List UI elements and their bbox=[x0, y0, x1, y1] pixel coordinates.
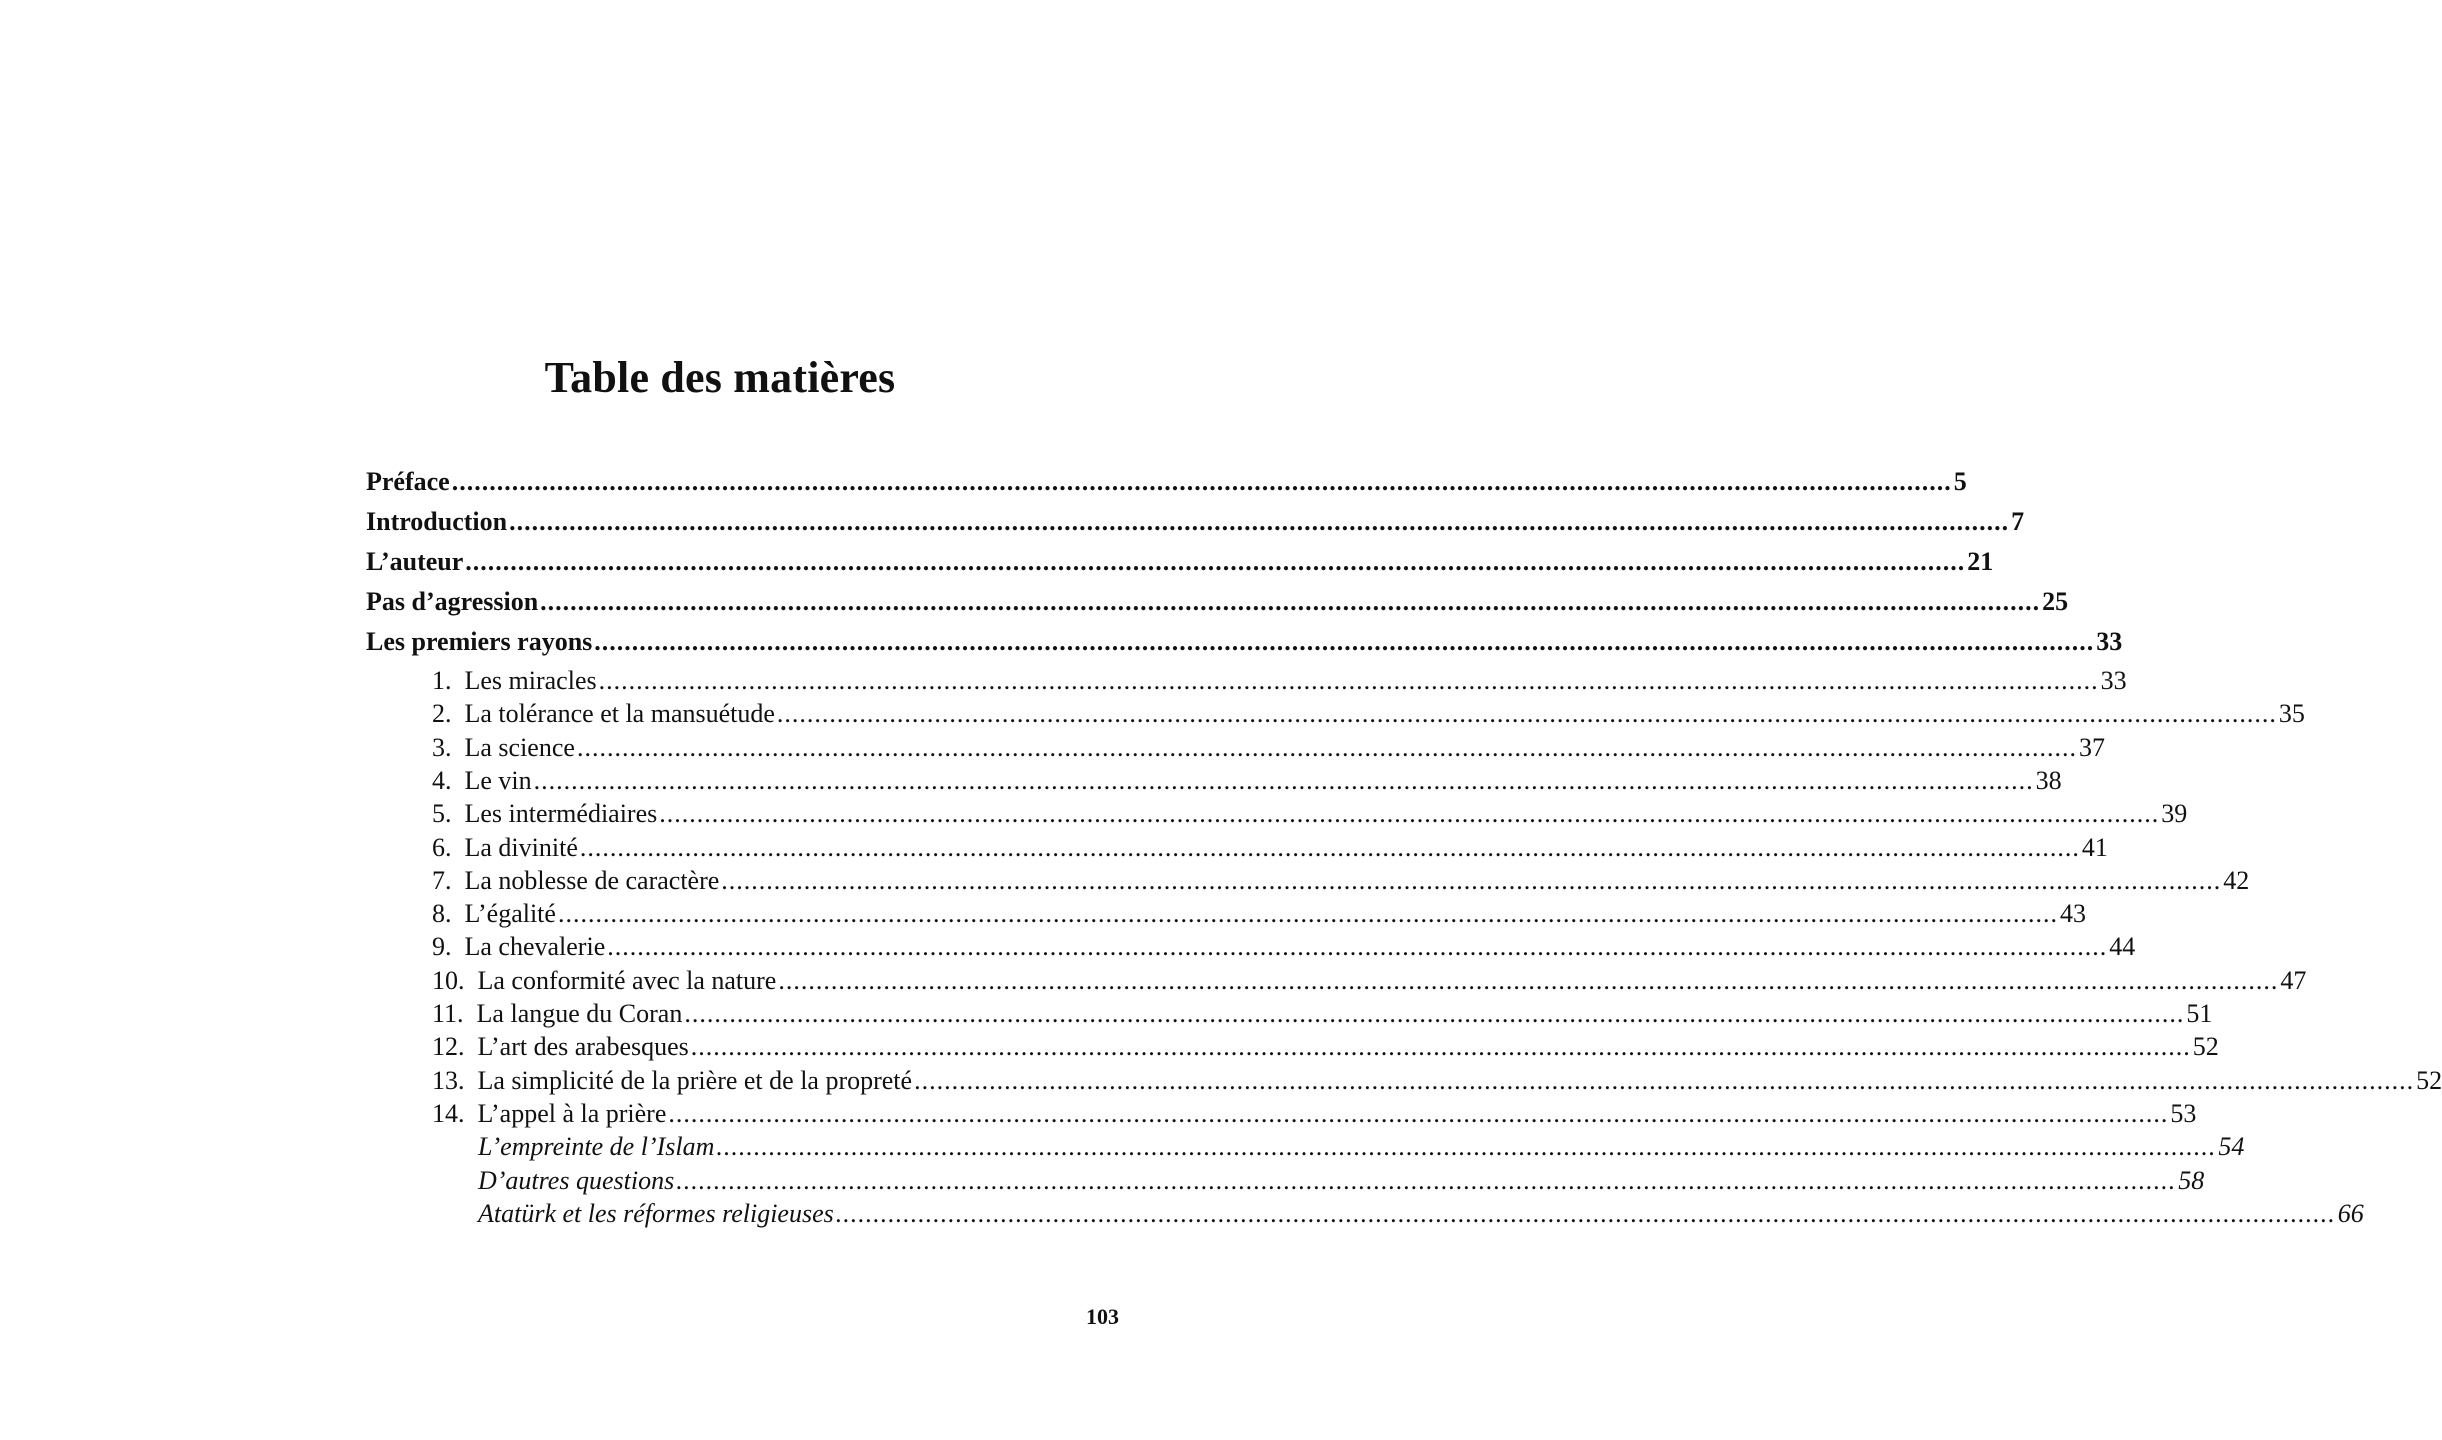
toc-entry-label: L’auteur bbox=[366, 547, 464, 576]
dot-leader: ........................................................................................................................................................................................................ bbox=[607, 932, 2108, 962]
chapter-label bbox=[432, 797, 657, 830]
chapter-spacer bbox=[452, 866, 465, 895]
chapter-entry bbox=[432, 997, 2213, 1030]
section-page: 58 bbox=[2178, 1165, 2205, 1195]
chapter-page: 41 bbox=[2081, 832, 2108, 862]
dot-leader: ........................................................................................................................................................................................................ bbox=[557, 899, 2058, 929]
chapter-label bbox=[432, 997, 682, 1030]
section-page: 66 bbox=[2337, 1198, 2364, 1228]
chapter-label bbox=[432, 1097, 666, 1130]
chapter-entry bbox=[432, 697, 2305, 730]
chapter-page: 53 bbox=[2170, 1098, 2197, 1128]
dot-leader: ........................................................................................................................................................................................................ bbox=[778, 965, 2279, 995]
chapter-page: 33 bbox=[2100, 666, 2127, 695]
chapter-spacer bbox=[465, 1032, 478, 1061]
toc-entry-page: 25 bbox=[2042, 587, 2069, 616]
toc-entry-page: 7 bbox=[2011, 507, 2025, 536]
chapter-label bbox=[432, 764, 532, 797]
chapter-page: 38 bbox=[2035, 765, 2062, 795]
chapter-index: 6. bbox=[432, 832, 452, 862]
toc-entry-label: Introduction bbox=[366, 507, 508, 536]
chapter-index: 14. bbox=[432, 1098, 465, 1128]
chapter-index: 12. bbox=[432, 1032, 465, 1062]
chapter-page: 42 bbox=[2223, 865, 2250, 895]
section-entry bbox=[478, 1197, 2364, 1230]
chapter-index: 2. bbox=[432, 699, 452, 729]
toc-entry-pas-agression bbox=[366, 582, 2069, 622]
chapter-index: 4. bbox=[432, 765, 452, 795]
toc-entry-introduction bbox=[366, 502, 2025, 542]
chapter-title: L’appel à la prière bbox=[477, 1098, 667, 1128]
dot-leader: ........................................................................................................................................................................................................ bbox=[509, 507, 2010, 536]
chapter-label bbox=[432, 697, 775, 730]
dot-leader: ........................................................................................................................................................................................................ bbox=[690, 1032, 2191, 1062]
section-page: 54 bbox=[2218, 1132, 2245, 1162]
chapter-index: 8. bbox=[432, 899, 452, 929]
chapter-title: La divinité bbox=[464, 832, 578, 862]
chapter-title: La conformité avec la nature bbox=[477, 965, 777, 995]
chapter-spacer bbox=[452, 699, 465, 728]
chapter-label bbox=[432, 897, 556, 930]
chapter-title: La langue du Coran bbox=[476, 999, 683, 1028]
dot-leader: ........................................................................................................................................................................................................ bbox=[533, 765, 2034, 795]
chapter-page: 51 bbox=[2186, 999, 2213, 1028]
dot-leader: ........................................................................................................................................................................................................ bbox=[465, 547, 1966, 576]
toc-entry-label: Pas d’agression bbox=[366, 587, 539, 616]
chapter-entry bbox=[432, 797, 2188, 830]
dot-leader: ........................................................................................................................................................................................................ bbox=[676, 1165, 2177, 1195]
section-title: D’autres questions bbox=[478, 1165, 675, 1195]
chapter-entry bbox=[432, 1064, 2442, 1097]
page-title: Table des matières bbox=[544, 353, 896, 402]
dot-leader: ........................................................................................................................................................................................................ bbox=[659, 799, 2160, 829]
chapter-label bbox=[432, 930, 605, 963]
dot-leader: ........................................................................................................................................................................................................ bbox=[835, 1198, 2336, 1228]
chapter-spacer bbox=[452, 932, 465, 961]
toc-entry-page: 5 bbox=[1953, 467, 1967, 496]
chapter-spacer bbox=[452, 799, 465, 828]
chapter-entry bbox=[432, 664, 2127, 697]
chapter-title: La noblesse de caractère bbox=[464, 865, 720, 895]
chapter-entry bbox=[432, 764, 2062, 797]
chapter-entry bbox=[432, 731, 2105, 764]
chapter-index: 3. bbox=[432, 732, 452, 762]
chapter-index: 9. bbox=[432, 932, 452, 962]
chapter-label bbox=[432, 831, 578, 864]
chapter-title: La chevalerie bbox=[464, 932, 606, 962]
chapter-index: 13. bbox=[432, 1065, 465, 1095]
dot-leader: ........................................................................................................................................................................................................ bbox=[576, 732, 2077, 762]
chapter-title: La science bbox=[464, 732, 575, 762]
chapter-entry bbox=[432, 1097, 2197, 1130]
chapter-title: L’art des arabesques bbox=[477, 1032, 689, 1062]
chapter-title: Le vin bbox=[464, 765, 532, 795]
chapter-title: La simplicité de la prière et de la propreté bbox=[477, 1065, 913, 1095]
chapter-spacer bbox=[452, 833, 465, 862]
dot-leader: ........................................................................................................................................................................................................ bbox=[579, 832, 2080, 862]
toc-entry-premiers-rayons bbox=[366, 622, 2123, 662]
chapter-page: 52 bbox=[2416, 1065, 2442, 1095]
chapter-spacer bbox=[465, 966, 478, 995]
chapter-label bbox=[432, 964, 776, 997]
chapter-index: 11. bbox=[432, 999, 464, 1028]
toc-entry-page: 33 bbox=[2096, 627, 2123, 656]
dot-leader: ........................................................................................................................................................................................................ bbox=[776, 699, 2277, 729]
chapter-title: La tolérance et la mansuétude bbox=[464, 699, 775, 729]
chapter-page: 44 bbox=[2109, 932, 2136, 962]
section-title: L’empreinte de l’Islam bbox=[478, 1132, 715, 1162]
chapter-spacer bbox=[452, 733, 465, 762]
chapter-index: 1. bbox=[432, 666, 452, 695]
chapter-index: 5. bbox=[432, 799, 452, 829]
chapter-page: 39 bbox=[2161, 799, 2188, 829]
chapter-page: 37 bbox=[2078, 732, 2105, 762]
toc-entry-page: 21 bbox=[1967, 547, 1994, 576]
section-entry bbox=[478, 1164, 2205, 1197]
chapter-spacer bbox=[452, 766, 465, 795]
dot-leader: ........................................................................................................................................................................................................ bbox=[914, 1065, 2415, 1095]
section-entry bbox=[478, 1130, 2245, 1163]
page-number: 103 bbox=[1086, 1304, 1119, 1329]
chapter-spacer bbox=[465, 1066, 478, 1095]
chapter-title: L’égalité bbox=[464, 899, 556, 929]
dot-leader: ........................................................................................................................................................................................................ bbox=[451, 467, 1952, 496]
chapter-spacer bbox=[464, 999, 477, 1028]
toc-entry-preface bbox=[366, 462, 1967, 502]
dot-leader: ........................................................................................................................................................................................................ bbox=[540, 587, 2041, 616]
chapter-entry bbox=[432, 930, 2136, 963]
chapter-spacer bbox=[465, 1099, 478, 1128]
chapter-spacer bbox=[452, 666, 465, 695]
chapter-page: 47 bbox=[2280, 965, 2307, 995]
chapter-title: Les miracles bbox=[464, 666, 597, 695]
dot-leader: ........................................................................................................................................................................................................ bbox=[684, 999, 2185, 1028]
chapter-entry bbox=[432, 831, 2108, 864]
chapter-label bbox=[432, 731, 575, 764]
chapter-page: 35 bbox=[2278, 699, 2305, 729]
dot-leader: ........................................................................................................................................................................................................ bbox=[594, 627, 2095, 656]
chapter-entry bbox=[432, 1030, 2219, 1063]
chapter-index: 7. bbox=[432, 865, 452, 895]
toc-entry-auteur bbox=[366, 542, 1994, 582]
chapter-page: 52 bbox=[2192, 1032, 2219, 1062]
section-title: Atatürk et les réformes religieuses bbox=[478, 1198, 834, 1228]
dot-leader: ........................................................................................................................................................................................................ bbox=[721, 865, 2222, 895]
dot-leader: ........................................................................................................................................................................................................ bbox=[668, 1098, 2169, 1128]
chapter-entry bbox=[432, 864, 2250, 897]
toc-entry-label: Préface bbox=[366, 467, 450, 496]
dot-leader: ........................................................................................................................................................................................................ bbox=[716, 1132, 2217, 1162]
chapter-index: 10. bbox=[432, 965, 465, 995]
chapter-label bbox=[432, 864, 719, 897]
chapter-entry bbox=[432, 897, 2086, 930]
chapter-entry bbox=[432, 964, 2307, 997]
dot-leader: ........................................................................................................................................................................................................ bbox=[598, 666, 2099, 695]
chapter-label bbox=[432, 664, 597, 697]
chapter-title: Les intermédiaires bbox=[464, 799, 658, 829]
chapter-page: 43 bbox=[2059, 899, 2086, 929]
chapter-spacer bbox=[452, 899, 465, 928]
chapter-label bbox=[432, 1064, 912, 1097]
toc-entry-label: Les premiers rayons bbox=[366, 627, 593, 656]
chapter-label bbox=[432, 1030, 689, 1063]
